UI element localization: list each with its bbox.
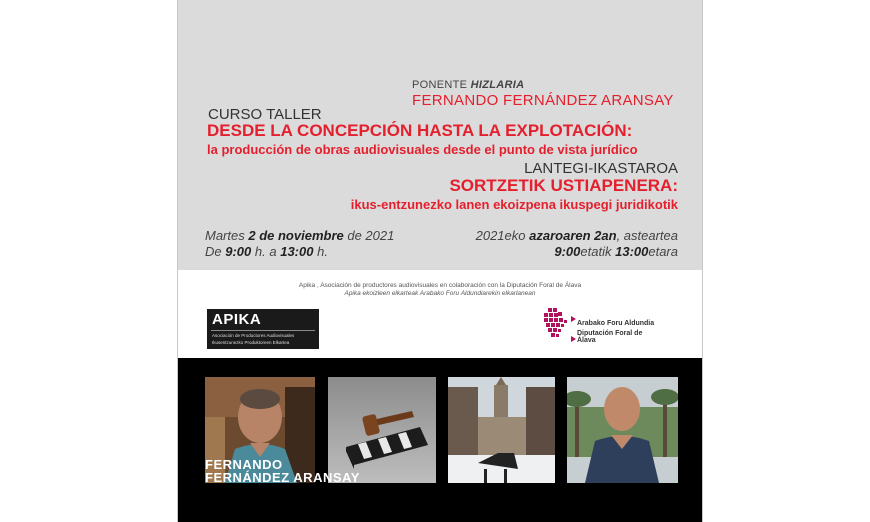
- page-border-right: [702, 0, 703, 522]
- speaker-role-es: PONENTE: [412, 79, 468, 91]
- course-kicker-eu: LANTEGI-IKASTAROA: [524, 160, 678, 177]
- header-section: [178, 0, 702, 270]
- course-subtitle-es: la producción de obras audiovisuales desde el punto de vista jurídico: [207, 142, 638, 157]
- apika-logo-line2: Ikusentzunezko Produktoreen Elkartea: [212, 340, 290, 345]
- course-title-eu: SORTZETIK USTIAPENERA:: [449, 176, 678, 195]
- course-title-es: DESDE LA CONCEPCIÓN HASTA LA EXPLOTACIÓN:: [207, 121, 633, 140]
- speaker-name: FERNANDO FERNÁNDEZ ARANSAY: [412, 92, 674, 109]
- time-es: De 9:00 h. a 13:00 h.: [205, 244, 328, 259]
- apika-logo-divider: [211, 330, 315, 331]
- date-eu: 2021eko azaroaren 2an, asteartea: [475, 228, 678, 243]
- diputacion-logo-line1: Arabako Foru Aldundia: [577, 320, 655, 327]
- collaboration-note-eu: Apika ekoizleen elkarteak Arabako Foru Aldundiarekin elkarlanean: [344, 290, 536, 297]
- gavel-clapperboard-photo: [328, 377, 436, 483]
- apika-logo-name: APIKA: [212, 311, 262, 328]
- apika-logo: [207, 309, 319, 349]
- photo-caption-line1: FERNANDO: [205, 457, 283, 472]
- course-kicker-es: CURSO TALLER: [208, 106, 322, 123]
- speaker-role-eu: HIZLARIA: [470, 79, 525, 91]
- diputacion-logo-line2: Diputación Foral de Álava: [577, 330, 643, 344]
- time-eu: 9:00etatik 13:00etara: [554, 244, 678, 259]
- speaker-role: [412, 79, 524, 91]
- diputacion-emblem-icon: [542, 306, 576, 346]
- date-es: Martes 2 de noviembre de 2021: [205, 228, 395, 243]
- course-subtitle-eu: ikus-entzunezko lanen ekoizpena ikuspegi juridikotik: [350, 197, 678, 212]
- diputacion-logo: [542, 306, 662, 350]
- apika-logo-line1: Asociación de Productores Audiovisuales: [212, 333, 295, 338]
- event-flyer: [178, 0, 702, 522]
- speaker-outdoor-photo: [567, 377, 678, 483]
- photo-caption-line2: FERNÁNDEZ ARANSAY: [205, 470, 360, 485]
- collaboration-note-es: Apika , Asociación de productores audiovisuales en colaboración con la Diputación Foral de Álava: [298, 282, 582, 289]
- city-camera-photo: [448, 377, 555, 483]
